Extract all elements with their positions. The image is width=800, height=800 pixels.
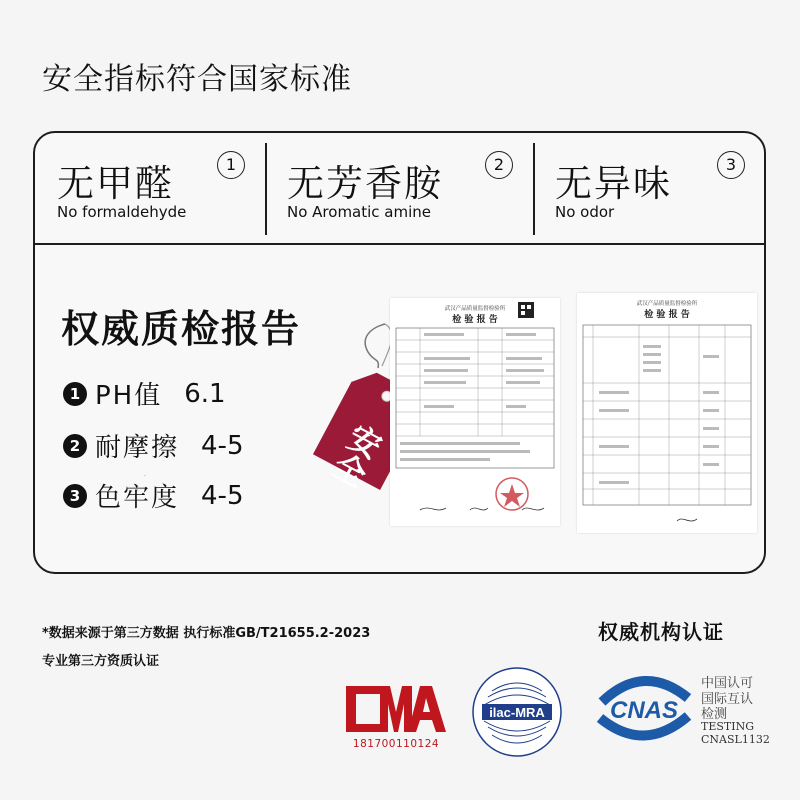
cnas-zh-line: 国际互认 (701, 691, 754, 707)
ilac-mra-logo (470, 665, 564, 759)
ilac-text: ilac-MRA (489, 705, 545, 720)
report-doc-title: 检 验 报 告 (644, 310, 690, 320)
feature-en: No Aromatic amine (287, 203, 432, 221)
feature-no-odor (555, 133, 755, 243)
authority-title: 权威机构认证 (598, 620, 724, 644)
feature-zh: 无芳香胺 (287, 162, 443, 205)
report-doc-title: 检 验 报 告 (452, 315, 498, 325)
metric-rub-resistance (63, 427, 243, 464)
metric-color-fastness (63, 477, 243, 514)
metric-value: 6.1 (184, 378, 226, 409)
tag-text: 安全 (324, 417, 388, 492)
feature-zh: 无异味 (555, 162, 672, 205)
cnas-logo (592, 668, 696, 748)
feature-zh: 无甲醛 (57, 162, 174, 205)
cma-logo-text: CMA (144, 476, 147, 477)
certification-note: 专业第三方资质认证 (42, 654, 160, 669)
data-source-note: *数据来源于第三方数据 执行标准GB/T21655.2-2023 (42, 626, 371, 641)
page-title: 安全指标符合国家标准 (42, 62, 352, 97)
cnas-zh-line: 检测 (701, 707, 728, 722)
metric-label: 耐摩擦 (95, 433, 180, 463)
report-document-2 (577, 293, 757, 533)
feature-number: 1 (217, 151, 245, 179)
metric-number: 3 (63, 484, 87, 508)
metric-value: 4-5 (201, 430, 244, 461)
cnas-en-line: TESTING (701, 720, 754, 733)
cnas-text: CNAS (609, 697, 679, 724)
feature-no-aromatic-amine (287, 133, 527, 243)
report-document-1 (390, 298, 560, 526)
safety-card (33, 131, 766, 574)
divider (533, 143, 535, 235)
report-title: 权威质检报告 (61, 307, 302, 351)
divider (265, 143, 267, 235)
cnas-english-text (701, 720, 770, 746)
metric-ph (63, 375, 226, 412)
feature-en: No odor (555, 203, 615, 221)
feature-number: 2 (485, 151, 513, 179)
cnas-en-line: CNASL1132 (701, 733, 770, 746)
metric-label: 色牢度 (95, 483, 180, 513)
metric-label: PH值 (95, 381, 163, 411)
feature-en: No formaldehyde (57, 203, 187, 221)
report-doc-org: 武汉产品质量监督检验所 (636, 301, 698, 307)
cma-number: 181700110124 (352, 738, 440, 750)
metric-number: 2 (63, 434, 87, 458)
features-row (35, 133, 764, 245)
feature-number: 3 (717, 151, 745, 179)
metric-value: 4-5 (201, 480, 244, 511)
metric-number: 1 (63, 382, 87, 406)
cnas-chinese-text (701, 676, 753, 723)
report-doc-org: 武汉产品质量监督检验所 (444, 306, 506, 312)
cnas-zh-line: 中国认可 (701, 676, 754, 691)
feature-no-formaldehyde (57, 133, 267, 243)
